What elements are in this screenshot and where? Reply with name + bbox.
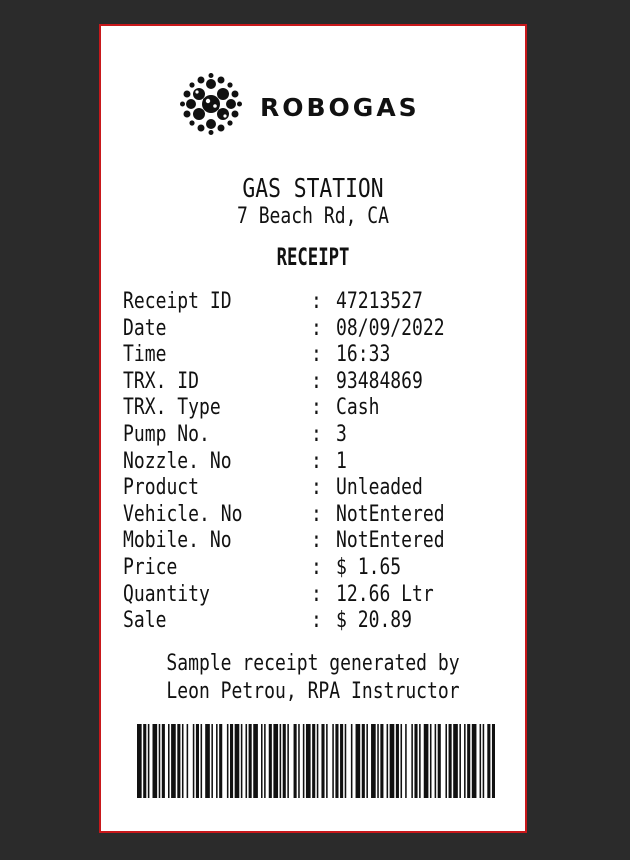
barcode-bar [396, 724, 399, 798]
barcode-bar [171, 724, 176, 798]
field-value: 1 [336, 448, 347, 474]
field-sale [123, 608, 523, 635]
barcode-bar [287, 724, 289, 798]
field-separator: : [311, 448, 322, 474]
barcode-bar [345, 724, 347, 798]
field-mobile-no [123, 528, 523, 555]
field-receipt-id [123, 289, 523, 316]
barcode-bar [405, 724, 407, 798]
field-trx-type [123, 395, 523, 422]
field-value: NotEntered [336, 501, 445, 527]
barcode-bar [483, 724, 485, 798]
field-label: Nozzle. No [123, 448, 232, 474]
field-value: 12.66 Ltr [336, 581, 434, 607]
barcode-bar [332, 724, 334, 798]
barcode-bar [401, 724, 403, 798]
barcode-bar [312, 724, 315, 798]
field-value: $ 20.89 [336, 608, 413, 634]
barcode-bar [264, 724, 266, 798]
barcode-bar [235, 724, 240, 798]
barcode-bar [424, 724, 429, 798]
barcode-bar [362, 724, 365, 798]
station-address: 7 Beach Rd, CA [236, 204, 390, 229]
barcode-bar [340, 724, 343, 798]
field-value: 16:33 [336, 342, 391, 368]
barcode-bar [177, 724, 180, 798]
barcode-bar [387, 724, 389, 798]
field-value: 93484869 [336, 368, 423, 394]
barcode-bar [143, 724, 146, 798]
barcode-bar [317, 724, 319, 798]
barcode-bar [467, 724, 470, 798]
field-separator: : [311, 395, 322, 421]
field-value: Cash [336, 395, 380, 421]
field-separator: : [311, 289, 322, 314]
field-separator: : [311, 608, 322, 634]
barcode-bar [216, 724, 218, 798]
barcode-bar [298, 724, 300, 798]
field-label: Quantity [123, 581, 210, 607]
barcode-bar [241, 724, 243, 798]
barcode-bar [187, 724, 189, 798]
barcode-bar [321, 724, 324, 798]
barcode-bar [219, 724, 222, 798]
field-separator: : [311, 528, 322, 554]
barcode-bar [303, 724, 305, 798]
barcode-bar [269, 724, 272, 798]
barcode-bar [273, 724, 278, 798]
barcode-bar [371, 724, 376, 798]
field-separator: : [311, 368, 322, 394]
barcode-bar [351, 724, 353, 798]
field-label: Product [123, 475, 200, 501]
barcode-bar [211, 724, 213, 798]
receipt-fields [123, 289, 523, 635]
field-separator: : [311, 501, 322, 527]
field-date [123, 316, 523, 343]
field-product [123, 475, 523, 502]
barcode-bar [380, 724, 383, 798]
field-separator: : [311, 581, 322, 607]
field-pump-no [123, 422, 523, 449]
station-name: GAS STATION [242, 174, 384, 204]
field-value: $ 1.65 [336, 554, 402, 580]
barcode-bar [283, 724, 286, 798]
field-separator: : [311, 554, 322, 580]
barcode-bar [193, 724, 195, 798]
robogas-logo-icon [179, 72, 243, 136]
barcode-bar [445, 724, 447, 798]
receipt [99, 24, 527, 833]
barcode-bar [249, 724, 252, 798]
barcode-bar [335, 724, 338, 798]
barcode-bar [153, 724, 158, 798]
barcode-bar [137, 724, 142, 798]
barcode-bar [168, 724, 170, 798]
brand-name: ROBOGAS [260, 93, 420, 122]
barcode-bar [182, 724, 184, 798]
field-value: NotEntered [336, 528, 445, 554]
barcode-bar [435, 724, 437, 798]
barcode-bar [230, 724, 233, 798]
barcode-bar [438, 724, 441, 798]
field-value: 3 [336, 421, 347, 447]
barcode-bar [459, 724, 461, 798]
barcode-bar [492, 724, 495, 798]
barcode-bar [356, 724, 361, 798]
barcode-bar [162, 724, 165, 798]
barcode-bar [430, 724, 432, 798]
field-value: 47213527 [336, 289, 423, 314]
field-label: TRX. ID [123, 368, 200, 394]
field-separator: : [311, 342, 322, 368]
field-label: Sale [123, 608, 167, 634]
barcode-bar [306, 724, 311, 798]
field-label: TRX. Type [123, 395, 221, 421]
barcode-bar [159, 724, 161, 798]
barcode-bar [414, 724, 417, 798]
field-separator: : [311, 475, 322, 501]
field-price [123, 555, 523, 582]
field-label: Date [123, 315, 167, 341]
barcode-bar [196, 724, 199, 798]
field-label: Mobile. No [123, 528, 232, 554]
field-separator: : [311, 315, 322, 341]
footer-line-2: Leon Petrou, RPA Instructor [166, 679, 460, 704]
field-vehicle-no [123, 502, 523, 529]
field-value: 08/09/2022 [336, 315, 445, 341]
barcode [137, 724, 495, 798]
field-separator: : [311, 421, 322, 447]
footer-line-1: Sample receipt generated by [166, 651, 460, 676]
barcode-bar [261, 724, 263, 798]
field-quantity [123, 582, 523, 609]
barcode-bar [419, 724, 421, 798]
field-trx-id [123, 369, 523, 396]
barcode-bar [411, 724, 413, 798]
barcode-bar [377, 724, 379, 798]
receipt-title: RECEIPT [276, 243, 350, 271]
barcode-bar [205, 724, 210, 798]
barcode-bar [366, 724, 368, 798]
barcode-bar [326, 724, 328, 798]
barcode-bar [472, 724, 477, 798]
field-label: Receipt ID [123, 289, 232, 314]
barcode-bar [246, 724, 248, 798]
barcode-bar [464, 724, 466, 798]
field-time [123, 342, 523, 369]
barcode-bar [390, 724, 395, 798]
field-value: Unleaded [336, 475, 423, 501]
barcode-bar [453, 724, 458, 798]
barcode-bar [480, 724, 482, 798]
barcode-bar [227, 724, 229, 798]
barcode-bar [280, 724, 282, 798]
field-label: Price [123, 554, 178, 580]
field-label: Time [123, 342, 167, 368]
field-label: Vehicle. No [123, 501, 243, 527]
barcode-bar [294, 724, 297, 798]
barcode-bar [487, 724, 490, 798]
barcode-bar [449, 724, 452, 798]
barcode-bar [148, 724, 150, 798]
field-nozzle-no [123, 449, 523, 476]
barcode-bar [201, 724, 203, 798]
barcode-bar [253, 724, 258, 798]
field-label: Pump No. [123, 421, 210, 447]
